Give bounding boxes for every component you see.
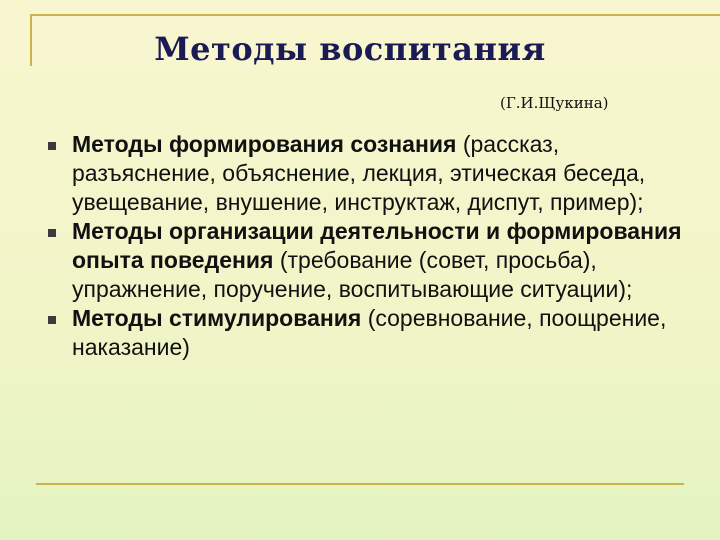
- item-heading: Методы стимулирования: [72, 305, 362, 331]
- square-bullet-icon: [48, 316, 56, 324]
- bottom-border-line: [36, 483, 684, 485]
- author-attribution: (Г.И.Щукина): [500, 94, 609, 112]
- list-item: [48, 217, 698, 304]
- item-heading: Методы организации деятельности и формирования опыта поведения: [72, 218, 682, 273]
- slide-title: Методы воспитания: [154, 30, 546, 68]
- item-heading: Методы формирования сознания: [72, 131, 457, 157]
- list-item: [48, 130, 698, 217]
- square-bullet-icon: [48, 142, 56, 150]
- item-detail: (соревнование, поощрение, наказание): [72, 305, 667, 360]
- item-detail: (рассказ, разъяснение, объяснение, лекция, этическая беседа, увещевание, внушение, инструктаж, диспут, пример);: [72, 131, 646, 215]
- square-bullet-icon: [48, 229, 56, 237]
- item-detail: (требование (совет, просьба), упражнение, поручение, воспитывающие ситуации);: [72, 247, 633, 302]
- list-item: [48, 304, 698, 362]
- methods-list: [48, 130, 698, 362]
- top-border-line: [30, 14, 720, 16]
